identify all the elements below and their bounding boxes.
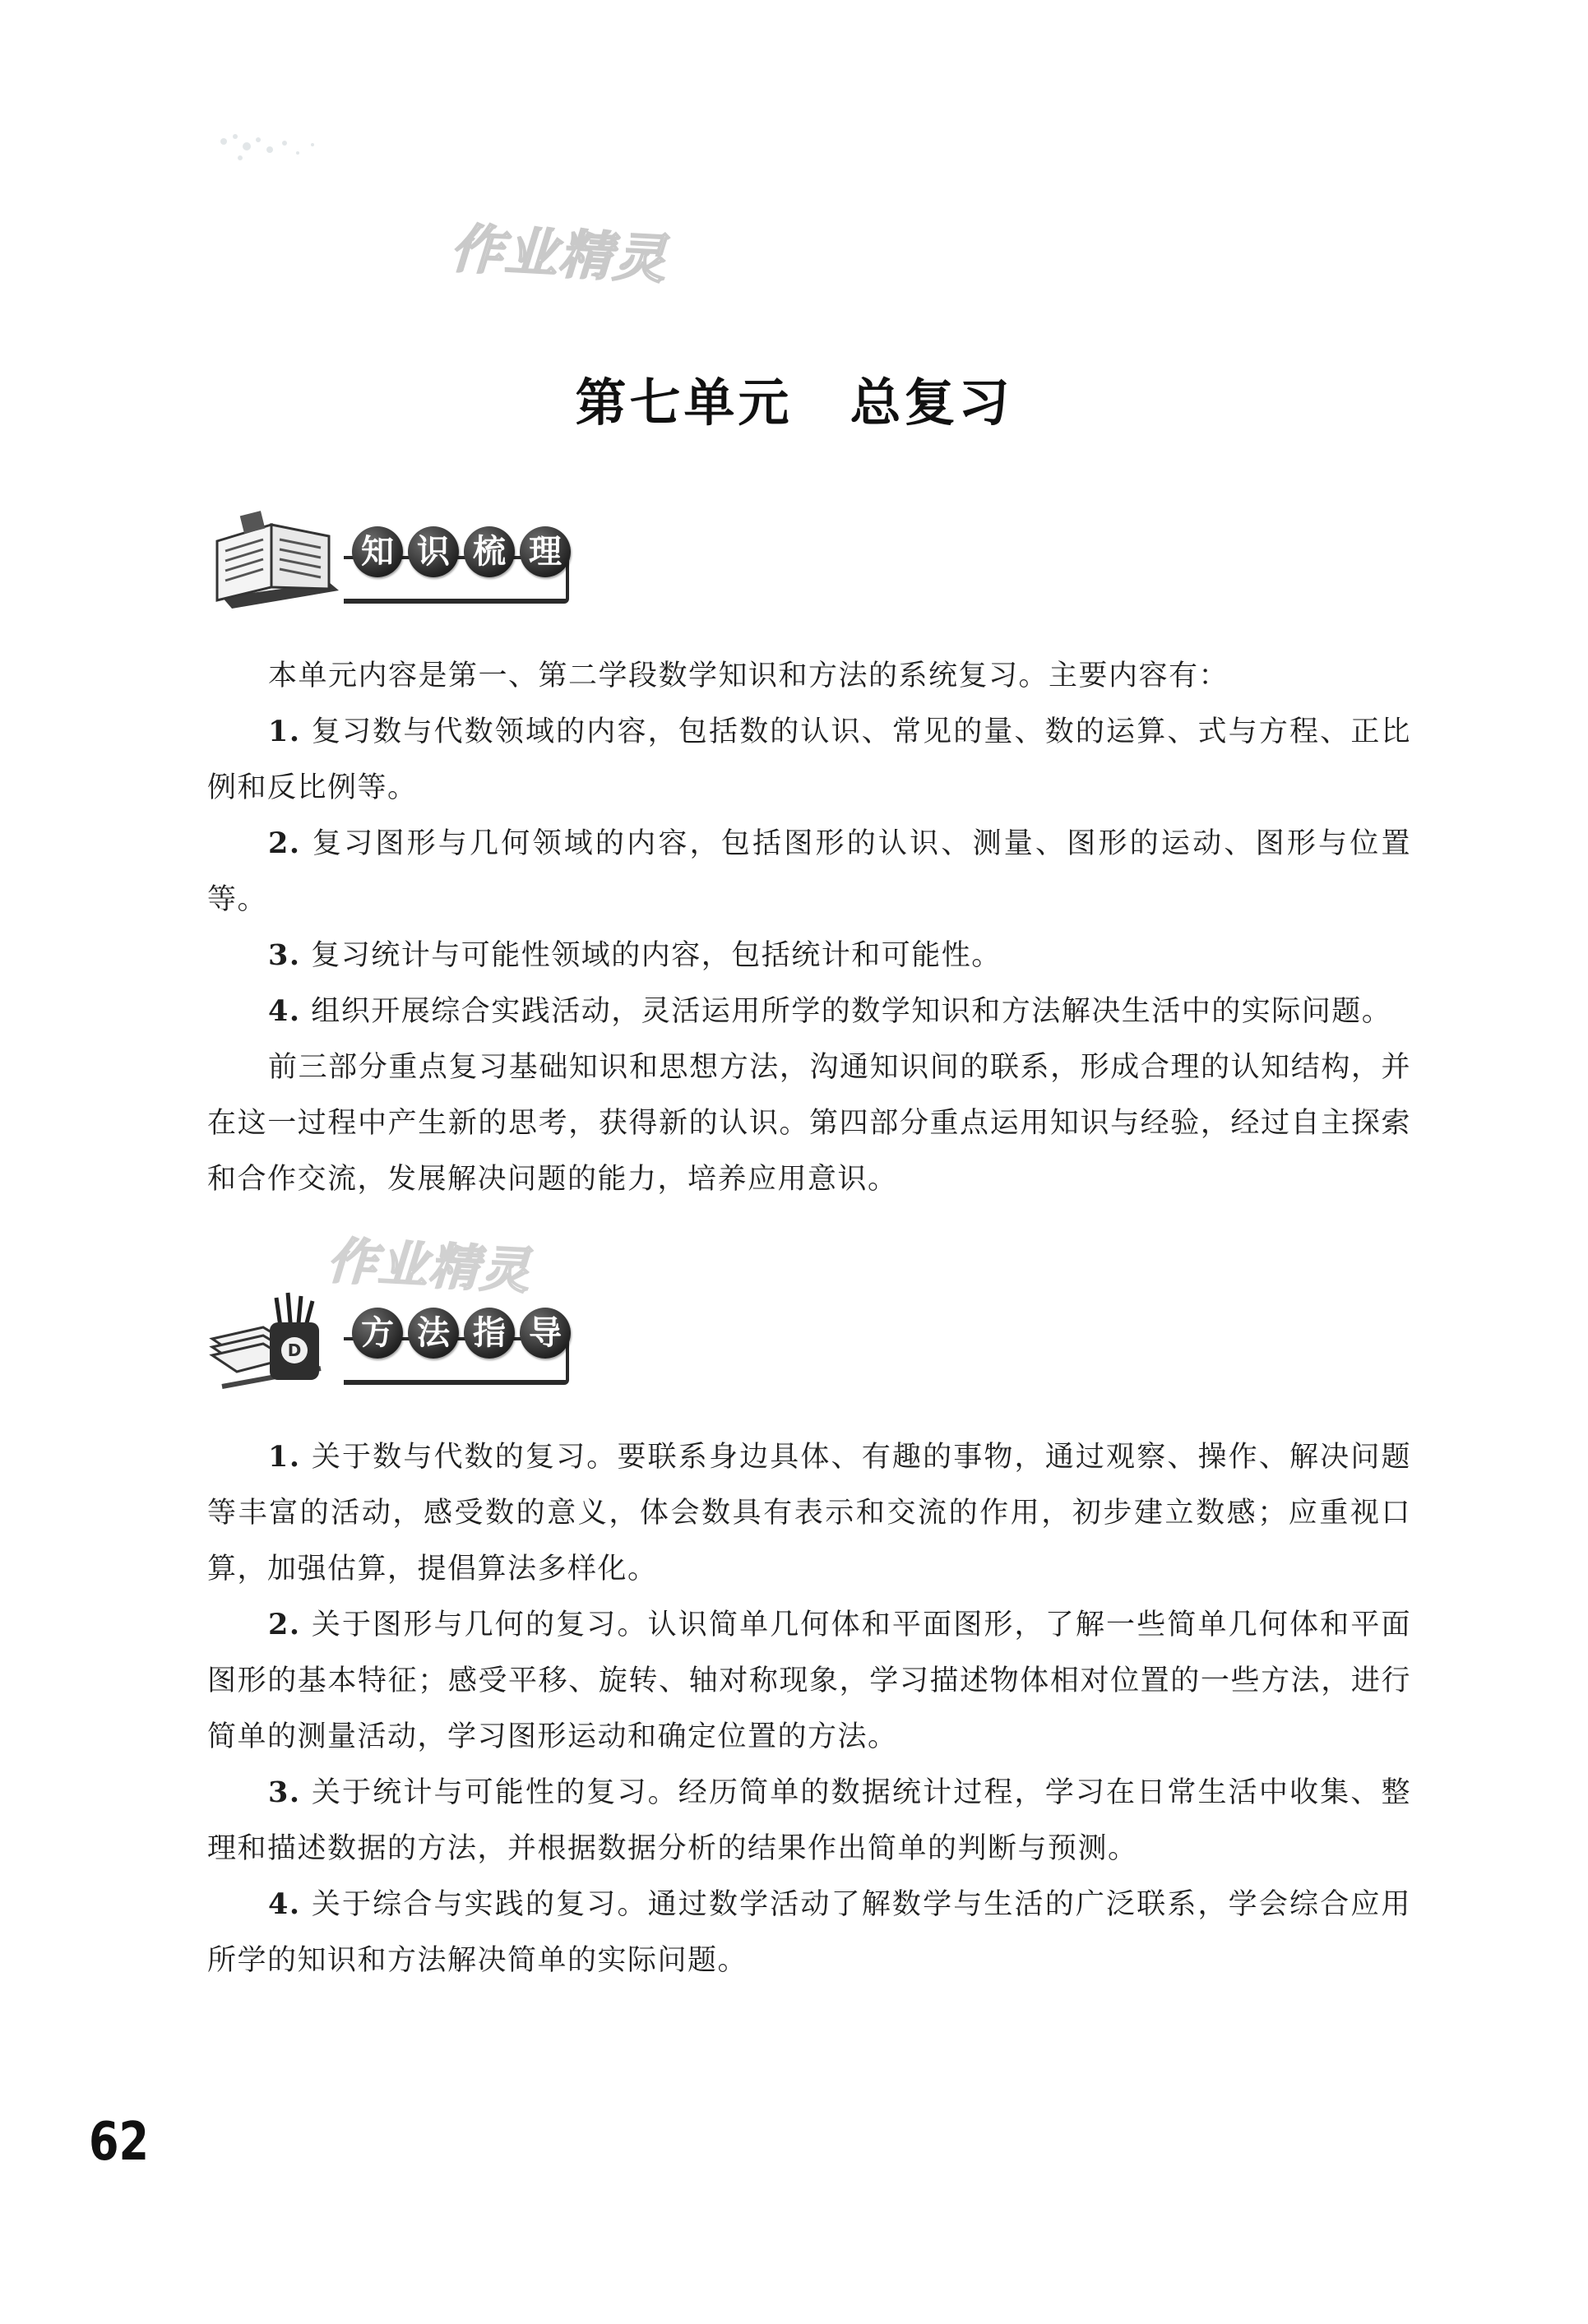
paragraph: 2. 复习图形与几何领域的内容，包括图形的认识、测量、图形的运动、图形与位置等。 <box>207 826 1411 916</box>
pencil-cup-icon <box>206 1289 345 1396</box>
paragraph: 本单元内容是第一、第二学段数学知识和方法的系统复习。主要内容有： <box>268 660 1229 692</box>
paragraph: 1. 关于数与代数的复习。要联系身边具体、有趣的事物，通过观察、操作、解决问题等丰富的活动，感受数的意义，体会数具有表示和交流的作用，初步建立数感；应重视口算，加强估算，提倡算法多样化。 <box>207 1440 1411 1586</box>
book-icon <box>206 508 345 615</box>
paragraph: 3. 关于统计与可能性的复习。经历简单的数据统计过程，学习在日常生活中收集、整理和描述数据的方法，并根据数据分析的结果作出简单的判断与预测。 <box>207 1775 1411 1865</box>
chapter-unit: 第七单元 <box>575 372 793 433</box>
paragraph: 3. 复习统计与可能性领域的内容，包括统计和可能性。 <box>268 938 1002 972</box>
section-header-method <box>206 1289 584 1396</box>
watermark-logo: 作业精灵 <box>326 1232 533 1301</box>
decorative-speckle <box>215 125 347 174</box>
paragraph: 4. 组织开展综合实践活动，灵活运用所学的数学知识和方法解决生活中的实际问题。 <box>268 994 1392 1028</box>
watermark-logo: 作业精灵 <box>448 219 669 291</box>
section-body-knowledge <box>207 648 1411 1207</box>
paragraph: 2. 关于图形与几何的复习。认识简单几何体和平面图形，了解一些简单几何体和平面图形的基本特征；感受平移、旋转、轴对称现象，学习描述物体相对位置的一些方法，进行简单的测量活动，学习图形运动和确定位置的方法。 <box>207 1608 1411 1753</box>
chapter-title <box>0 362 1588 435</box>
section-label-method: 方 法 指 导 <box>352 1308 571 1359</box>
page-number: 62 <box>89 2112 150 2173</box>
paragraph: 前三部分重点复习基础知识和思想方法，沟通知识间的联系，形成合理的认知结构，并在这一过程中产生新的思考，获得新的认识。第四部分重点运用知识与经验，经过自主探索和合作交流，发展解决问题的能力，培养应用意识。 <box>207 1051 1411 1196</box>
paragraph: 1. 复习数与代数领域的内容，包括数的认识、常见的量、数的运算、式与方程、正比例和反比例等。 <box>207 715 1411 804</box>
section-body-method <box>207 1429 1411 1988</box>
section-label-knowledge: 知 识 梳 理 <box>352 526 571 577</box>
paragraph: 4. 关于综合与实践的复习。通过数学活动了解数学与生活的广泛联系，学会综合应用所学的知识和方法解决简单的实际问题。 <box>207 1887 1411 1977</box>
section-header-knowledge <box>206 508 584 615</box>
svg-text:D: D <box>287 1340 302 1360</box>
chapter-name: 总复习 <box>850 372 1013 433</box>
